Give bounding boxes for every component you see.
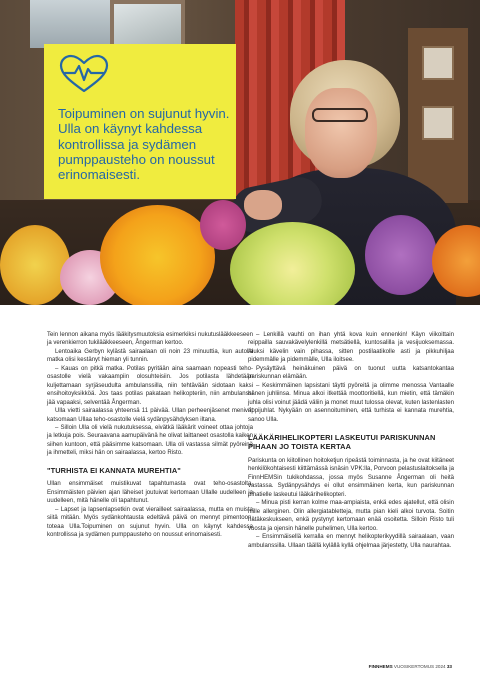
page-footer xyxy=(369,664,452,670)
photo-flower xyxy=(0,225,70,305)
photo-flower xyxy=(100,205,215,305)
body-paragraph: Ulla vietti sairaalassa yhteensä 11 päivää. Ullan perheenjäsenet menivät katsomaan Ullaa teho-osastolle vielä sydänpysähdyksen iltana. xyxy=(47,408,253,423)
photo-person-hand xyxy=(244,190,282,220)
body-paragraph: – Lapset ja lapsenlapsetkin ovat vierailleet sairaalassa, mutta en muista siitä mitään. Myös sydänkohtausta edeltävä päivä on mennyt pimentoon, toteaa Ulla.Toipuminen on sujunut hyvin. Ulla on käynyt kahdessa kontrollissa ja sydämen pumppausteho on noussut erinomaisesti. xyxy=(47,506,253,539)
page-number: 33 xyxy=(446,664,452,669)
body-paragraph: – Lenkillä vauhti on ihan yhtä kova kuin ennenkin! Käyn viikoittain reippailla sauvakävelylenkillä metsätiellä, kuntosalilla ja vesijuoksemassa. Aluksi kävelin vain pihassa, sitten postilaatikolle asti ja pikkuhiljaa pidemmälle ja pidemmälle, Ulla iloitsee. xyxy=(248,332,454,364)
body-paragraph: Ullan ensimmäiset muistikuvat tapahtumasta ovat teho-osastolta. Ensimmäisten päivien ajan läheiset joutuivat kertomaan Ullalle uudelleen ja uudelleen, mitä hänelle oli tapahtunut. xyxy=(47,481,253,505)
section-heading: LÄÄKÄRIHELIKOPTERI LASKEUTUI PARISKUNNAN PIHAAN JO TOISTA KERTAA xyxy=(248,432,436,452)
body-paragraph: – Minua pisti kerran kolme maa-ampiaista, enkä edes ajatellut, että olisin niille allerginen. Olin allergiatabletteja, mutta pian kieli alkoi turvota. Soitin hätäkeskukseen, enkä pystynyt kertomaan enää osoitetta. Silloin Risto tuli vuosta ja ojensin hänelle puhelimen, Ulla kertoo. xyxy=(248,500,454,532)
photo-person-glasses xyxy=(312,108,368,122)
section-heading: "TURHISTA EI KANNATA MUREHTIA" xyxy=(47,465,181,475)
photo-flower xyxy=(200,200,246,250)
heart-pulse-icon xyxy=(58,54,110,94)
photo-painting xyxy=(110,0,185,48)
photo-flower xyxy=(365,215,437,295)
body-paragraph: – Kauas on pitkä matka. Potilas pyritään aina saamaan nopeasti teho-osastolle vielä vakaampiin olosuhteisiin. Jos potilasta lähdetään kuljettamaan syrjäseudulta ambulanssilla, niin tehtävään sidotaan kaksi ensihoitoyksikköä. Jos taas potilas pakataan helikopteriin, niin ambulanssi jää vapaaksi, selventää Ångerman. xyxy=(47,365,253,406)
callout-quote-text: Toipuminen on sujunut hyvin. Ulla on käynyt kahdessa kontrollissa ja sydämen pumppausteho on noussut erinomaisesti. xyxy=(58,106,230,183)
photo-shelf xyxy=(408,28,468,203)
article-column-right xyxy=(248,331,454,550)
body-paragraph: – Silloin Ulla oli vielä nukutuksessa, eivätkä lääkärit voineet ottaa johtoja ja letkuja pois. Seuraavana aamupäivänä he olivat laittaneet osastolla kaiken siihen kuntoon, että pääsimme katsomaan. Ulla oli vastassa silmät pyöreinä ja ihmetteli, miksi hän on sairaalassa, kertoo Risto. xyxy=(47,424,253,457)
photo-shelf-frame xyxy=(422,106,454,140)
body-paragraph: – Ensimmäisellä kerralla en mennyt helikopterikyydillä sairaalaan, vaan ambulanssilla. Ullaan täällä kylällä kyllä ohjelmaa järjestetty, Ulla naurahtaa. xyxy=(248,534,454,549)
body-paragraph: – Keskimmäinen lapsistani täytti pyöreitä ja olimme menossa Vantaalle hänen juhliinsa. Minua alkoi itkettää moottoritiellä, kun mietin, että tämäkin juhla olisi voinut jäädä väliin ja monet muut tulossa olevat, kuten lastenlasten rippijuhlat. Nykyään on asennoituminen, että turhista ei kannata murehtia, sanoo Ulla. xyxy=(248,382,454,423)
footer-section: VUOSIKERTOMUS 2024 xyxy=(393,664,446,669)
body-paragraph: Pysäyttävä heinäkuinen päivä on tuonut uutta katsantokantaa pariskunnan elämään. xyxy=(248,365,454,381)
body-paragraph: Lentoaika Gerbyn kylästä sairaalaan oli noin 23 minuuttia, kun autolla matka olisi kestänyt hieman yli tunnin. xyxy=(47,348,253,364)
photo-person-face xyxy=(305,88,377,178)
body-paragraph: Pariskunta on kiitollinen hoitoketjun ripeästä toiminnasta, ja he ovat kiitäneet henkilökohtaisesti kiittämässä isnäsin VPK:lla, Porvoon pelastuslaitoksella ja FinnHEMSin tukikohdassa, jossa myös Susanne Ångerman oli heitä vastassa. Sydänpysähdys ei ollut ensimmäinen kerta, kun pariskunnan pihatielle laskeutui lääkärihelikopteri. xyxy=(248,457,454,498)
article-column-left xyxy=(47,331,253,539)
quote-callout xyxy=(44,44,236,199)
photo-shelf-frame xyxy=(422,46,454,80)
body-paragraph: Tein lennon aikana myös lääkitysmuutoksia esimerkiksi nukutuslääkkeeseen ja verenkierron tukilääkkeeseen, Ångerman kertoo. xyxy=(47,332,253,347)
footer-brand: FINNHEMS xyxy=(368,664,393,669)
